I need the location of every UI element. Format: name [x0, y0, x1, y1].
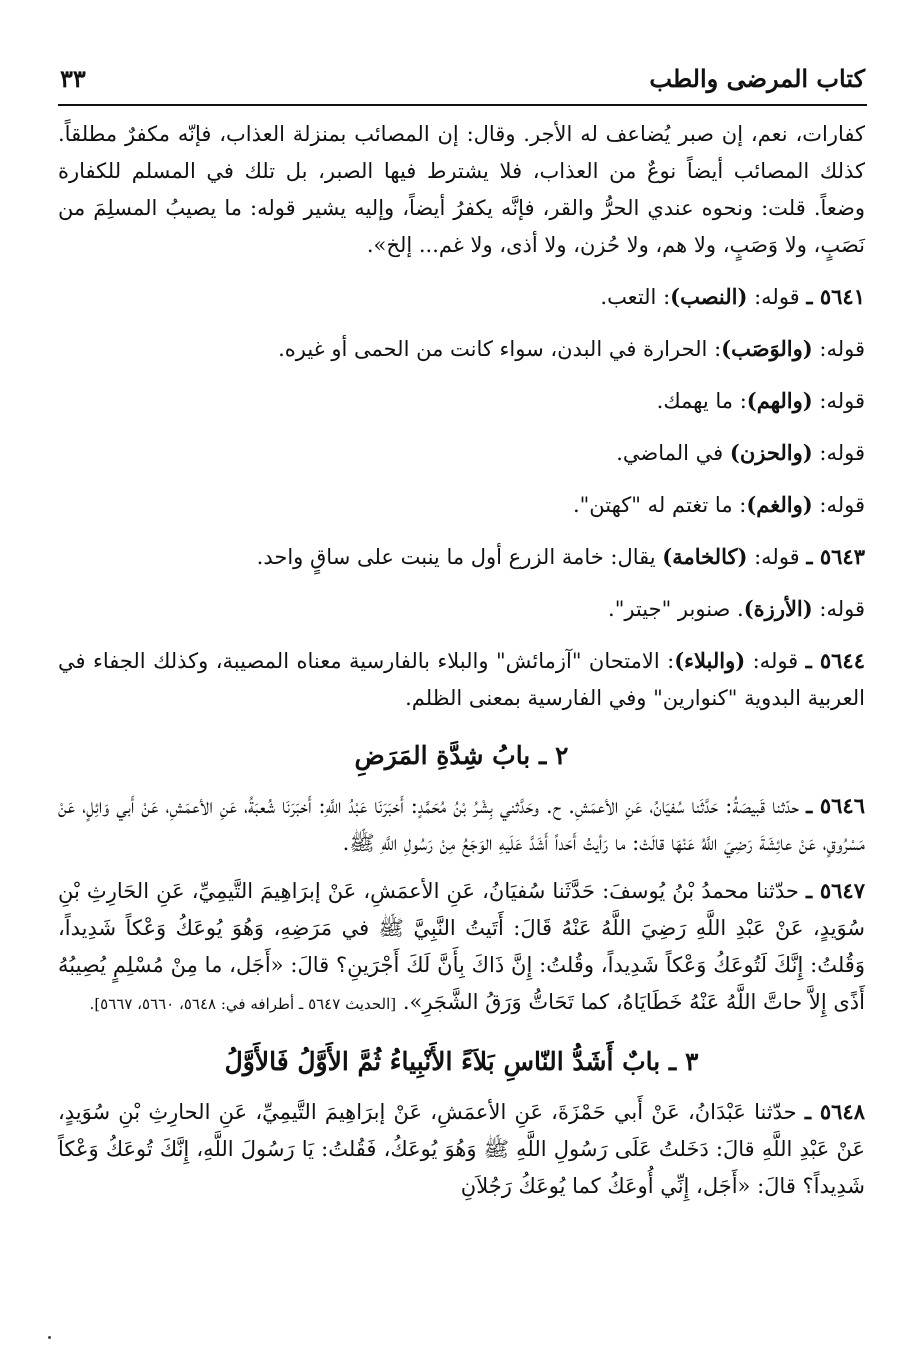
- gloss-5641: [58, 278, 865, 316]
- gloss-text: في الماضي.: [616, 441, 730, 465]
- hadith-number: ٥٦٤٣ ـ: [806, 544, 865, 569]
- gloss-text: : ما تغتم له "كهتن".: [572, 493, 747, 517]
- gloss-wasab: [58, 330, 865, 368]
- book-title: كتاب المرضى والطب: [649, 63, 865, 93]
- gloss-keyword: (والهم): [746, 388, 813, 413]
- hadith-cross-reference: [الحديث ٥٦٤٧ ـ أطرافه في: ٥٦٤٨، ٥٦٦٠، ٥٦٦٧].: [89, 995, 397, 1013]
- gloss-prefix: قوله:: [812, 441, 865, 465]
- gloss-huzn: [58, 434, 865, 472]
- margin-dot: [48, 1336, 51, 1339]
- hadith-text: حدّثنا عَبْدَانُ، عَنْ أَبي حَمْزَةَ، عَنِ الأعمَشِ، عَنْ إبرَاهِيمَ التَّيمِيِّ، عَنِ الحارِثِ بْنِ سُوَيدٍ، عَنْ عَبْدِ اللَّهِ قالَ: دَخَلتُ عَلَى رَسُولِ اللَّهِ ﷺ وَهُوَ يُوعَكُ، فَقُلتُ: يَا رَسُولَ اللَّهِ، إِنَّكَ تُوعَكُ وَعْكاً شَدِيداً؟ قالَ: «أَجَل، إِنِّي أُوعَكُ كما يُوعَكُ رَجُلاَنِ: [58, 1100, 865, 1198]
- hadith-5646: [58, 787, 865, 862]
- chapter-heading: ٢ ـ بابُ شِدَّةِ المَرَضِ: [354, 741, 569, 770]
- gloss-keyword: (والبلاء): [674, 648, 746, 673]
- gloss-5643: [58, 538, 865, 576]
- page-header: [60, 58, 865, 98]
- gloss-prefix: قوله:: [745, 649, 799, 673]
- header-rule: [58, 104, 867, 106]
- hadith-number: ٥٦٤٨ ـ: [804, 1099, 865, 1124]
- chapter-heading: ٣ ـ بابٌ أَشَدُّ النّاسِ بَلاَءً الأَنْبِياءُ ثُمَّ الأَوَّلُ فَالأَوَّلُ: [224, 1047, 699, 1076]
- gloss-arza: [58, 590, 865, 628]
- gloss-hamm: [58, 382, 865, 420]
- gloss-keyword: (والغم): [746, 492, 813, 517]
- gloss-text: : التعب.: [600, 285, 671, 309]
- gloss-ghamm: [58, 486, 865, 524]
- gloss-keyword: (والوَصَب): [721, 336, 813, 361]
- gloss-prefix: قوله:: [747, 285, 800, 309]
- gloss-text: : ما يهمك.: [656, 389, 747, 413]
- gloss-prefix: قوله:: [747, 545, 800, 569]
- gloss-5644: [58, 642, 865, 717]
- hadith-number: ٥٦٤١ ـ: [806, 284, 865, 309]
- gloss-prefix: قوله:: [812, 597, 865, 621]
- gloss-keyword: (كالخامة): [662, 544, 748, 569]
- hadith-text: حدّثنا قَبيصَةُ: حَدَّثَنا سُفيَانُ، عَنِ الأعمَشِ. ح. وحَدَّثني بِشْرُ بْنُ مُحَمَّدٍ: أَخبَرَنَا عَبْدُ اللَّهِ: أَخبَرَنَا شُعبَةُ، عَنِ الأعمَشِ، عَنْ أَبي وَائِلٍ، عَنْ مَسْرُوقٍ، عَنْ عائِشَةَ رَضِيَ اللَّهُ عَنْهَا قالَتْ: ما رَأيتُ أَحَداً أَشَدَّ عَلَيهِ الوَجَعُ مِنْ رَسُولِ اللَّهِ ﷺ.: [58, 794, 865, 855]
- page-number: ٣٣: [60, 63, 86, 93]
- hadith-number: ٥٦٤٦ ـ: [806, 793, 865, 818]
- gloss-keyword: (الأرزة): [743, 596, 813, 621]
- gloss-text: يقال: خامة الزرع أول ما ينبت على ساقٍ واحد.: [256, 545, 663, 569]
- commentary-paragraph: كفارات، نعم، إن صبر يُضاعف له الأجر. وقال: إن المصائب بمنزلة العذاب، فإنّه مكفرٌ مطلقاً. كذلك المصائب أيضاً نوعٌ من العذاب، فلا يشترط فيها الصبر، بل تلك في المسلم للكفارة وضعاً. قلت: ونحوه عندي الحرُّ والقر، فإنَّه يكفرُ أيضاً، وإليه يشير قوله: ما يصيبُ المسلِمَ من نَصَبٍ، ولا وَصَبٍ، ولا هم، ولا حُزن، ولا أذى، ولا غم... إلخ».: [58, 122, 865, 257]
- hadith-number: ٥٦٤٤ ـ: [805, 648, 865, 673]
- gloss-keyword: (النصب): [670, 284, 748, 309]
- hadith-5647: [58, 872, 865, 1023]
- gloss-prefix: قوله:: [812, 493, 865, 517]
- hadith-5648: [58, 1093, 865, 1205]
- gloss-prefix: قوله:: [812, 337, 865, 361]
- gloss-keyword: (والحزن): [729, 440, 813, 465]
- gloss-text: : الحرارة في البدن، سواء كانت من الحمى أو غيره.: [278, 337, 722, 361]
- gloss-text: : الامتحان "آزمائش" والبلاء بالفارسية معناه المصيبة، وكذلك الجفاء في العربية البدوية "كنوارين" وفي الفارسية بمعنى الظلم.: [58, 649, 865, 710]
- gloss-prefix: قوله:: [812, 389, 865, 413]
- hadith-text: حدّثنا محمدُ بْنُ يُوسفَ: حَدَّثَنا سُفيَانُ، عَنِ الأعمَشِ، عَنْ إبرَاهِيمَ التَّيمِيِّ، عَنِ الحَارِثِ بْنِ سُوَيدٍ، عَنْ عَبْدِ اللَّهِ رَضِيَ اللَّهُ عَنْهُ قَالَ: أَتَيتُ النَّبِيَّ ﷺ في مَرَضِهِ، وَهُوَ يُوعَكُ وَعْكاً شَدِيداً، وَقُلتُ: إِنَّكَ لَتُوعَكُ وَعْكاً شَدِيداً، وقُلتُ: إِنَّ ذَاكَ بِأَنَّ لَكَ أَجْرَينِ؟ قالَ: «أَجَل، ما مِنْ مُسْلِمٍ يُصِيبُهُ أَذًى إِلاَّ حاتَّ اللَّهُ عَنْهُ خَطَايَاهُ، كما تَحَاتُّ وَرَقُ الشَّجَرِ».: [58, 879, 865, 1014]
- hadith-number: ٥٦٤٧ ـ: [805, 878, 865, 903]
- gloss-text: . صنوبر "جيتر".: [608, 597, 744, 621]
- page-body: [58, 116, 865, 1205]
